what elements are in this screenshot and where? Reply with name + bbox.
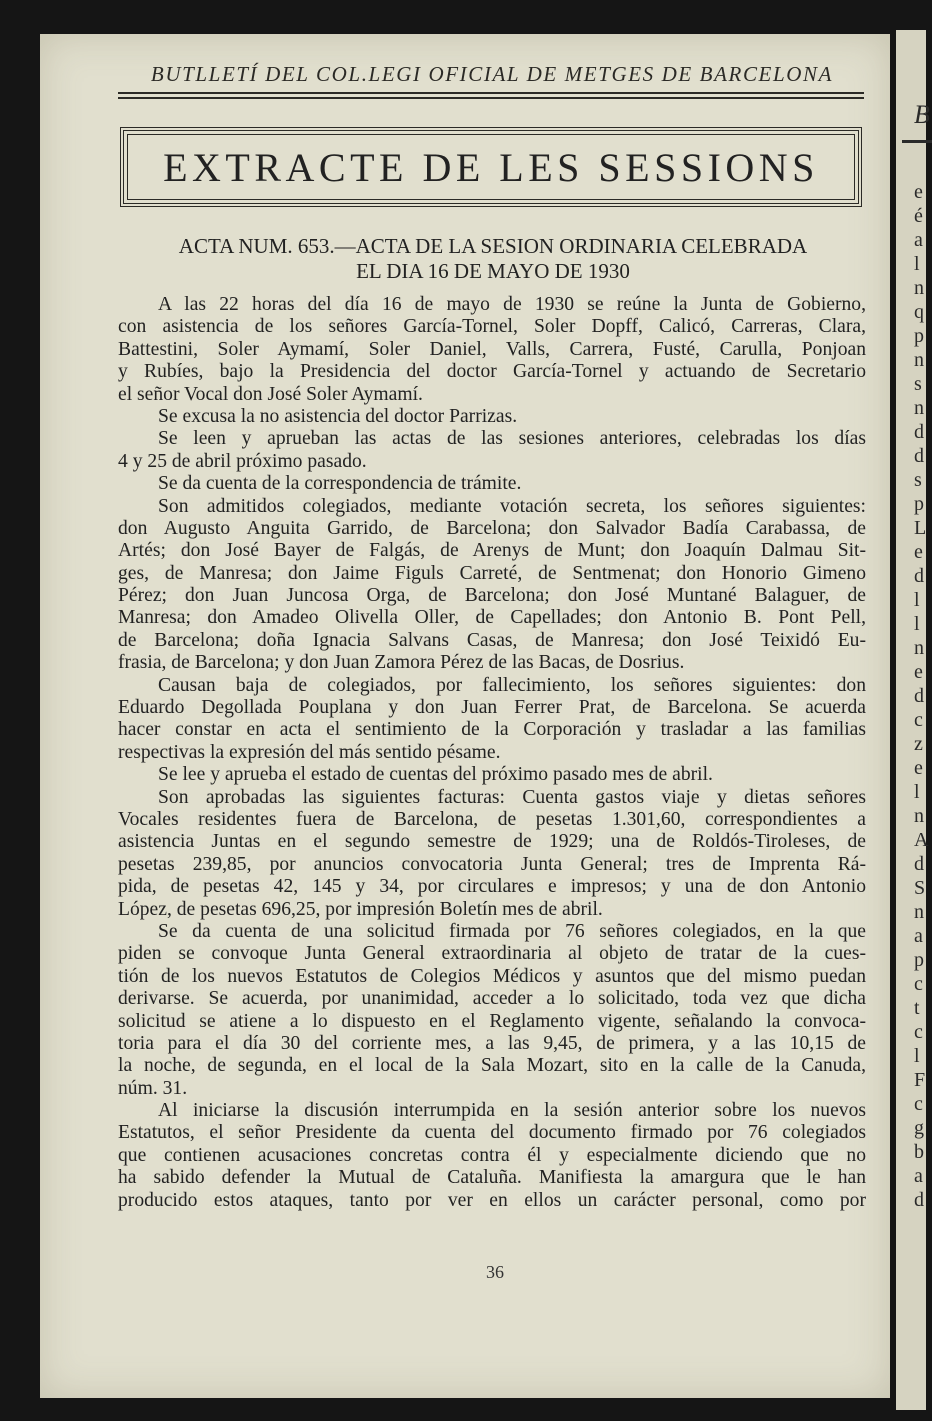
- adjacent-line-start: d: [914, 685, 924, 707]
- adjacent-line-start: s: [914, 469, 922, 491]
- minutes-body: [118, 294, 866, 1212]
- adjacent-page-edge: [896, 30, 930, 1410]
- adjacent-line-start: c: [914, 709, 923, 731]
- adjacent-line-start: L: [914, 517, 927, 539]
- section-title: EXTRACTE DE LES SESSIONS: [163, 144, 819, 190]
- adjacent-line-start: g: [914, 1117, 924, 1139]
- adjacent-line-start: e: [914, 181, 923, 203]
- adjacent-line-start: d: [914, 421, 924, 443]
- adjacent-header-letter: B: [914, 100, 930, 129]
- body-line: el señor Vocal don José Soler Aymamí.: [118, 383, 423, 405]
- adjacent-line-start: a: [914, 1165, 923, 1187]
- adjacent-line-start: p: [914, 493, 924, 515]
- body-line: producido estos ataques, tanto por ver en ellos un carácter personal, como por: [118, 1189, 866, 1211]
- body-line: Al iniciarse la discusión interrumpida en la sesión anterior sobre los nuevos: [158, 1100, 866, 1122]
- adjacent-line-start: c: [914, 973, 923, 995]
- body-line: con asistencia de los señores García-Tornel, Soler Dopff, Calicó, Carreras, Clara,: [118, 316, 866, 338]
- body-line: de Barcelona; doña Ignacia Salvans Casas, de Manresa; don José Teixidó Eu-: [118, 629, 866, 651]
- adjacent-line-start: l: [914, 781, 920, 803]
- body-line: Battestini, Soler Aymamí, Soler Daniel, Valls, Carrera, Fusté, Carulla, Ponjoan: [118, 338, 866, 360]
- adjacent-line-start: q: [914, 301, 924, 323]
- body-line: Vocales residentes fuera de Barcelona, de pesetas 1.301,60, correspondientes a: [118, 808, 866, 830]
- adjacent-line-start: F: [914, 1069, 926, 1091]
- body-line: López, de pesetas 696,25, por impresión Boletín mes de abril.: [118, 898, 603, 920]
- body-line: hacer constar en acta el sentimiento de la Corporación y trasladar a las familias: [118, 719, 866, 741]
- adjacent-line-start: n: [914, 277, 924, 299]
- body-line: Son aprobadas las siguientes facturas: Cuenta gastos viaje y dietas señores: [158, 786, 866, 808]
- adjacent-line-start: c: [914, 1021, 923, 1043]
- body-line: Pérez; don Juan Juncosa Orga, de Barcelona; don José Muntané Balaguer, de: [118, 585, 866, 607]
- adjacent-line-start: é: [914, 205, 923, 227]
- section-title-box: [120, 127, 862, 207]
- adjacent-line-start: z: [914, 733, 923, 755]
- adjacent-line-start: n: [914, 349, 924, 371]
- acta-heading-line-2: EL DIA 16 DE MAYO DE 1930: [356, 259, 630, 283]
- body-line: Estatutos, el señor Presidente da cuenta del documento firmado por 76 colegiados: [118, 1122, 866, 1144]
- adjacent-line-start: e: [914, 541, 923, 563]
- adjacent-line-start: l: [914, 613, 920, 635]
- body-line: frasia, de Barcelona; y don Juan Zamora Pérez de las Bacas, de Dosrius.: [118, 652, 685, 674]
- body-line: la noche, de segunda, en el local de la Sala Mozart, sito en la calle de la Canuda,: [118, 1055, 866, 1077]
- page-number: 36: [486, 1262, 504, 1282]
- adjacent-line-start: e: [914, 757, 923, 779]
- running-header: BUTLLETÍ DEL COL.LEGI OFICIAL DE METGES DE BARCELONA: [150, 62, 834, 86]
- adjacent-line-start: c: [914, 1093, 923, 1115]
- body-line: ges, de Manresa; don Jaime Figuls Carreté, de Sentmenat; don Honorio Gimeno: [118, 562, 866, 584]
- adjacent-line-start: n: [914, 901, 924, 923]
- body-line: solicitud se atiene a lo dispuesto en el Reglamento vigente, señalando la convoca-: [118, 1010, 866, 1032]
- body-line: pida, de pesetas 42, 145 y 34, por circulares e impresos; y una de don Antonio: [118, 876, 866, 898]
- body-line: Son admitidos colegiados, mediante votación secreta, los señores siguientes:: [158, 495, 866, 517]
- adjacent-line-start: S: [914, 877, 926, 899]
- body-line: Se da cuenta de la correspondencia de trámite.: [158, 473, 522, 495]
- adjacent-line-start: e: [914, 661, 923, 683]
- adjacent-line-start: l: [914, 589, 920, 611]
- body-line: asistencia Juntas en el segundo semestre de 1929; una de Roldós-Tiroleses, de: [118, 831, 866, 853]
- body-line: Eduardo Degollada Pouplana y don Juan Ferrer Prat, de Barcelona. Se acuerda: [118, 697, 866, 719]
- body-line: derivarse. Se acuerda, por unanimidad, acceder a lo solicitado, toda vez que dicha: [118, 988, 866, 1010]
- acta-heading-line-1: ACTA NUM. 653.—ACTA DE LA SESION ORDINARIA CELEBRADA: [178, 234, 808, 258]
- body-line: núm. 31.: [118, 1077, 188, 1099]
- adjacent-line-start: d: [914, 1189, 924, 1211]
- adjacent-line-start: p: [914, 949, 924, 971]
- body-line: y Rubíes, bajo la Presidencia del doctor García-Tornel y actuando de Secretario: [118, 361, 866, 383]
- body-line: Se lee y aprueba el estado de cuentas del próximo pasado mes de abril.: [158, 764, 713, 786]
- adjacent-line-start: s: [914, 373, 922, 395]
- body-line: toria para el día 30 del corriente mes, a las 9,45, de primera, y a las 10,15 de: [118, 1032, 866, 1054]
- body-line: 4 y 25 de abril próximo pasado.: [118, 450, 367, 472]
- body-line: respectivas la expresión del más sentido pésame.: [118, 741, 501, 763]
- body-line: piden se convoque Junta General extraordinaria al objeto de tratar de la cues-: [118, 943, 866, 965]
- header-rule-bottom: [118, 97, 864, 99]
- adjacent-line-start: n: [914, 805, 924, 827]
- adjacent-line-start: a: [914, 229, 923, 251]
- adjacent-line-starts: [914, 180, 928, 1212]
- body-line: pesetas 239,85, por anuncios convocatoria Junta General; tres de Imprenta Rá-: [118, 853, 866, 875]
- adjacent-line-start: l: [914, 253, 920, 275]
- body-line: Artés; don José Bayer de Falgás, de Arenys de Munt; don Joaquín Dalmau Sit-: [118, 540, 866, 562]
- body-line: ha sabido defender la Mutual de Cataluña. Manifiesta la amargura que le han: [118, 1167, 866, 1189]
- body-line: Se da cuenta de una solicitud firmada por 76 señores colegiados, en la que: [158, 920, 866, 942]
- body-line: tión de los nuevos Estatutos de Colegios Médicos y asuntos que del mismo puedan: [118, 965, 866, 987]
- header-rule-top: [118, 92, 864, 94]
- acta-heading: [118, 234, 868, 284]
- adjacent-line-start: d: [914, 853, 924, 875]
- adjacent-line-start: l: [914, 1045, 920, 1067]
- body-line: don Augusto Anguita Garrido, de Barcelona; don Salvador Badía Carabassa, de: [118, 517, 866, 539]
- body-line: Causan baja de colegiados, por fallecimiento, los señores siguientes: don: [158, 674, 866, 696]
- adjacent-line-start: p: [914, 325, 924, 347]
- adjacent-line-start: b: [914, 1141, 924, 1163]
- body-line: Se excusa la no asistencia del doctor Parrizas.: [158, 405, 518, 427]
- body-line: Manresa; don Amadeo Olivella Oller, de Capellades; don Antonio B. Pont Pell,: [118, 607, 866, 629]
- adjacent-line-start: t: [914, 997, 920, 1019]
- adjacent-header-rule: [902, 140, 932, 143]
- body-line: Se leen y aprueban las actas de las sesiones anteriores, celebradas los días: [158, 428, 866, 450]
- adjacent-line-start: A: [914, 829, 929, 851]
- adjacent-line-start: a: [914, 925, 923, 947]
- adjacent-line-start: d: [914, 565, 924, 587]
- adjacent-line-start: n: [914, 397, 924, 419]
- adjacent-line-start: d: [914, 445, 924, 467]
- body-line: A las 22 horas del día 16 de mayo de 1930 se reúne la Junta de Gobierno,: [158, 294, 866, 315]
- body-line: que contienen acusaciones concretas contra él y especialmente diciendo que no: [118, 1144, 866, 1166]
- adjacent-line-start: n: [914, 637, 924, 659]
